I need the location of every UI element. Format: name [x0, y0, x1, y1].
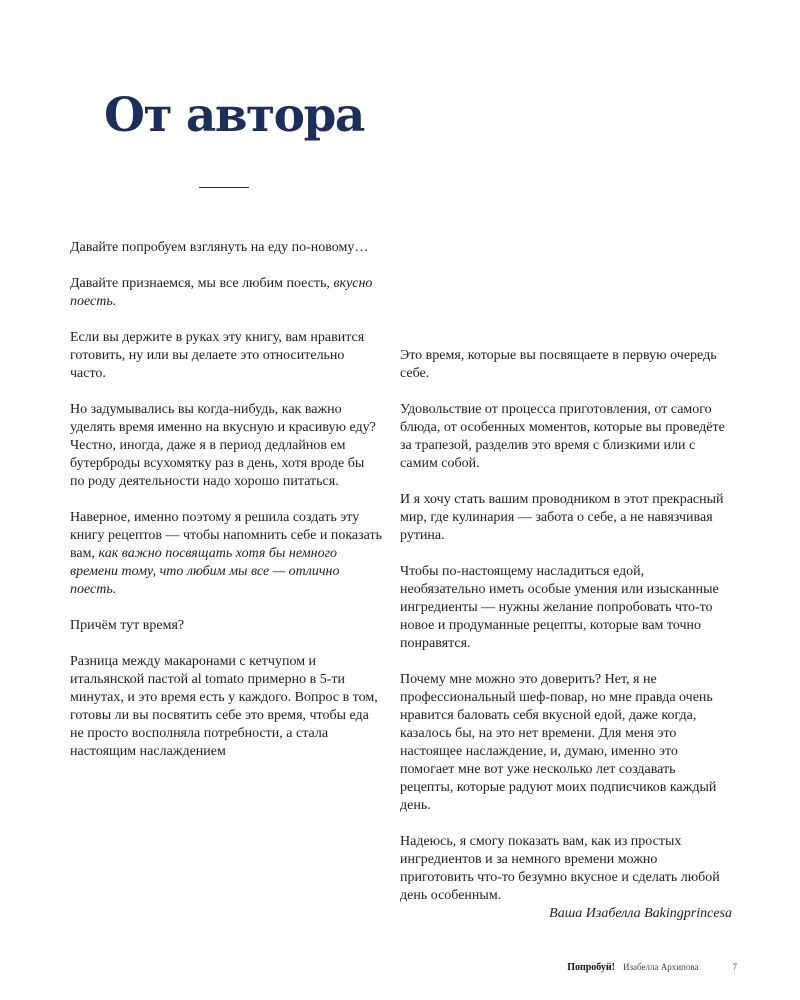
- paragraph: И я хочу стать вашим проводником в этот прекрасный мир, где кулинария — забота о себе, а не навязчивая рутина.: [400, 492, 724, 543]
- paragraph: Надеюсь, я смогу показать вам, как из простых ингредиентов и за немного времени можно приготовить что-то безумно вкусное и сделать любой день особенным.: [400, 834, 720, 903]
- paragraph: [70, 509, 382, 599]
- paragraph: Разница между макаронами с кетчупом и итальянской пастой al tomato примерно в 5-ти минутах, и это время есть у каждого. Вопрос в том, готовы ли вы посвятить себе это время, чтобы еда не просто восполняла потребности, а стала настоящим наслаждением: [70, 654, 378, 759]
- footer-brand: Попробуй!: [567, 962, 615, 973]
- page-number: 7: [732, 962, 737, 972]
- paragraph-text: Давайте признаемся, мы все любим поесть,: [70, 276, 334, 291]
- title-divider: [199, 187, 249, 188]
- paragraph: Давайте попробуем взглянуть на еду по-новому…: [70, 240, 369, 255]
- paragraph: Почему мне можно это доверить? Нет, я не профессиональный шеф-повар, но мне правда очень нравится баловать себя вкусной едой, даже когда, казалось бы, на это нет времени. Для меня это настоящее наслаждение, и, думаю, именно это помогает мне вот уже несколько лет создавать рецепты, которые радуют моих подписчиков каждый день.: [400, 672, 717, 813]
- footer-author: Изабелла Архипова: [623, 962, 699, 972]
- paragraph: Причём тут время?: [70, 618, 185, 633]
- paragraph: [70, 275, 382, 311]
- paragraph: Удовольствие от процесса приготовления, от самого блюда, от особенных моментов, которые вы проведёте за трапезой, разделив это время с близкими или с самим собой.: [400, 402, 725, 471]
- paragraph: Но задумывались вы когда-нибудь, как важно уделять время именно на вкусную и красивую еду? Честно, иногда, даже я в период дедлайнов ем бутерброды всухомятку раз в день, хотя вроде бы по роду деятельности надо хорошо питаться.: [70, 402, 376, 489]
- left-column: [70, 239, 382, 761]
- paragraph: Это время, которые вы посвящаете в первую очередь себе.: [400, 348, 717, 381]
- author-signature: Ваша Изабелла Bakingprincesa: [549, 906, 732, 921]
- paragraph-emphasis: вкусно поесть.: [70, 276, 373, 309]
- right-column: [400, 347, 732, 905]
- page-footer: [567, 959, 737, 975]
- paragraph-emphasis: как важно посвящать хотя бы немного времени тому, что любим мы все — отлично поесть.: [70, 546, 340, 597]
- paragraph: Чтобы по-настоящему насладиться едой, необязательно иметь особые умения или изысканные ингредиенты — нужны желание попробовать что-то новое и продуманные рецепты, которые вам точно понравятся.: [400, 564, 719, 651]
- paragraph: Если вы держите в руках эту книгу, вам нравится готовить, ну или вы делаете это относительно часто.: [70, 330, 365, 381]
- page-title: От автора: [104, 88, 364, 143]
- paragraph-text: Наверное, именно поэтому я решила создать эту книгу рецептов — чтобы напомнить себе и показать вам,: [70, 510, 383, 561]
